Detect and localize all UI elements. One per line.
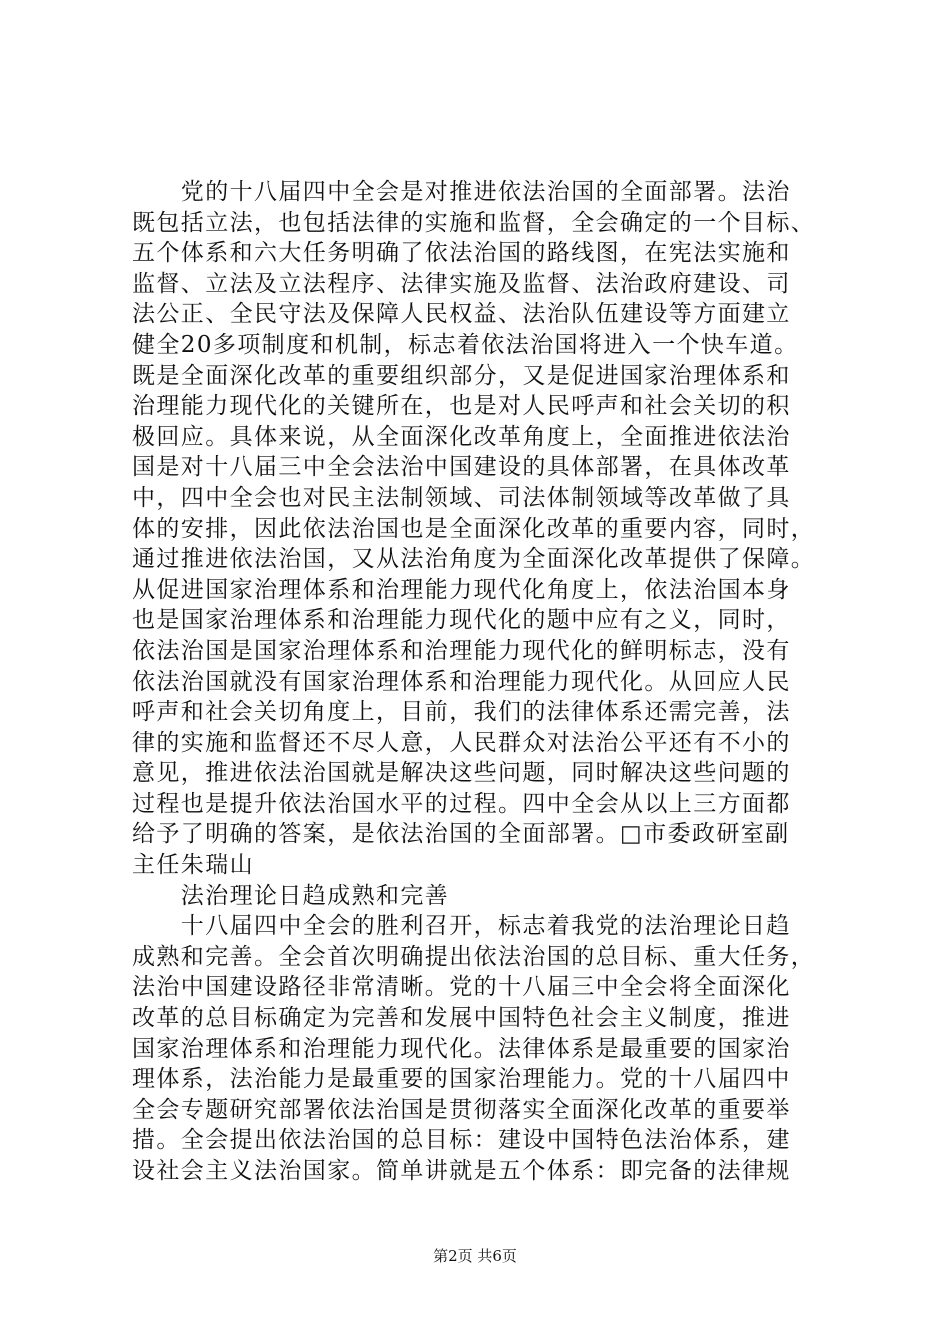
text-line: 国家治理体系和治理能力现代化。法律体系是最重要的国家治 bbox=[132, 1035, 791, 1062]
text-line: 主任朱瑞山 bbox=[132, 852, 254, 879]
text-line: 也是国家治理体系和治理能力现代化的题中应有之义，同时， bbox=[132, 607, 791, 634]
text-line: 给予了明确的答案，是依法治国的全面部署。□市委政研室副 bbox=[132, 821, 790, 848]
text-line: 成熟和完善。全会首次明确提出依法治国的总目标、重大任务， bbox=[132, 943, 816, 970]
text-line: 过程也是提升依法治国水平的过程。四中全会从以上三方面都 bbox=[132, 790, 791, 817]
text-line: 从促进国家治理体系和治理能力现代化角度上，依法治国本身 bbox=[132, 576, 791, 603]
text-line: 既包括立法，也包括法律的实施和监督，全会确定的一个目标、 bbox=[132, 209, 816, 236]
text-line: 法治中国建设路径非常清晰。党的十八届三中全会将全面深化 bbox=[132, 974, 791, 1001]
text-line: 体的安排，因此依法治国也是全面深化改革的重要内容，同时， bbox=[132, 515, 816, 542]
text-line: 监督、立法及立法程序、法律实施及监督、法治政府建设、司 bbox=[132, 270, 791, 297]
text-line: 依法治国就没有国家治理体系和治理能力现代化。从回应人民 bbox=[132, 668, 791, 695]
text-line: 十八届四中全会的胜利召开，标志着我党的法治理论日趋 bbox=[132, 913, 791, 940]
body-text bbox=[132, 177, 832, 1187]
text-line: 改革的总目标确定为完善和发展中国特色社会主义制度，推进 bbox=[132, 1005, 791, 1032]
text-line: 全会专题研究部署依法治国是贯彻落实全面深化改革的重要举 bbox=[132, 1096, 791, 1123]
text-line: 中，四中全会也对民主法制领域、司法体制领域等改革做了具 bbox=[132, 484, 791, 511]
text-line: 五个体系和六大任务明确了依法治国的路线图，在宪法实施和 bbox=[132, 240, 791, 267]
text-line: 措。全会提出依法治国的总目标：建设中国特色法治体系，建 bbox=[132, 1127, 791, 1154]
text-line: 意见，推进依法治国就是解决这些问题，同时解决这些问题的 bbox=[132, 760, 791, 787]
text-line: 国是对十八届三中全会法治中国建设的具体部署，在具体改革 bbox=[132, 454, 791, 481]
text-line: 律的实施和监督还不尽人意，人民群众对法治公平还有不小的 bbox=[132, 729, 791, 756]
text-line: 极回应。具体来说，从全面深化改革角度上，全面推进依法治 bbox=[132, 423, 791, 450]
text-line: 依法治国是国家治理体系和治理能力现代化的鲜明标志，没有 bbox=[132, 637, 791, 664]
text-line: 设社会主义法治国家。简单讲就是五个体系：即完备的法律规 bbox=[132, 1158, 791, 1184]
text-line: 通过推进依法治国，又从法治角度为全面深化改革提供了保障。 bbox=[132, 546, 816, 573]
text-line: 治理能力现代化的关键所在，也是对人民呼声和社会关切的积 bbox=[132, 393, 791, 420]
text-line: 健全20多项制度和机制，标志着依法治国将进入一个快车道。 bbox=[132, 331, 799, 358]
text-line: 理体系，法治能力是最重要的国家治理能力。党的十八届四中 bbox=[132, 1066, 791, 1093]
text-line: 既是全面深化改革的重要组织部分，又是促进国家治理体系和 bbox=[132, 362, 791, 389]
page-footer: 第2页 共6页 bbox=[433, 1247, 517, 1265]
text-line: 法治理论日趋成熟和完善 bbox=[132, 882, 450, 909]
text-line: 法公正、全民守法及保障人民权益、法治队伍建设等方面建立 bbox=[132, 301, 791, 328]
text-line: 呼声和社会关切角度上，目前，我们的法律体系还需完善，法 bbox=[132, 699, 791, 726]
text-line: 党的十八届四中全会是对推进依法治国的全面部署。法治 bbox=[132, 179, 791, 205]
